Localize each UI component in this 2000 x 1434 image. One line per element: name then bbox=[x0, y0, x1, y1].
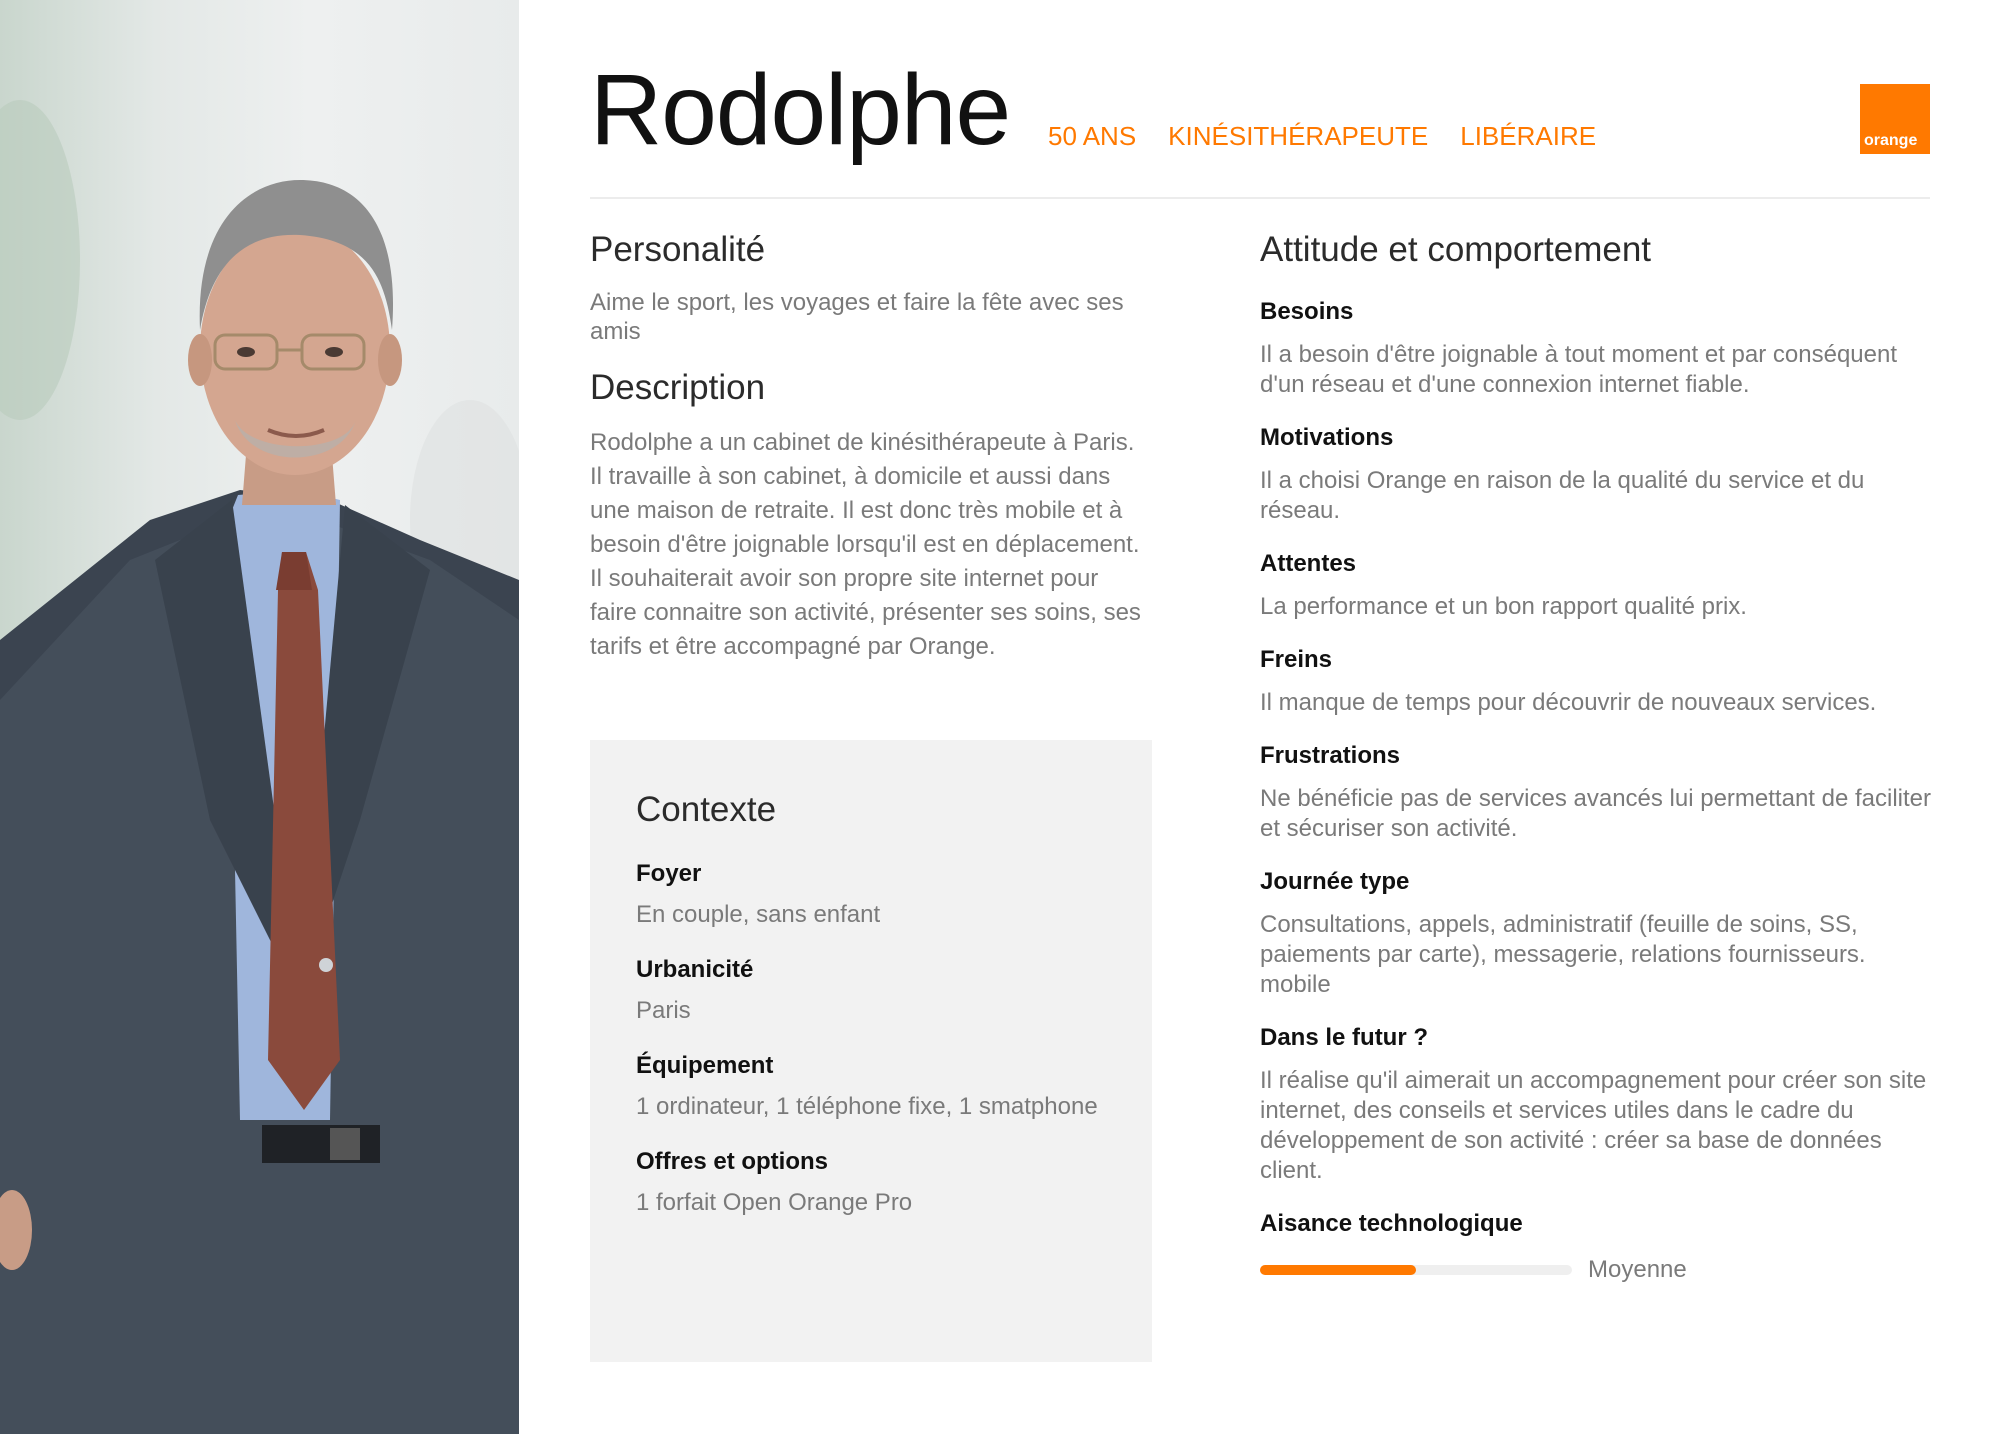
description-title: Description bbox=[590, 368, 766, 407]
context-panel bbox=[590, 740, 1152, 1362]
tag-age: 50 ANS bbox=[1048, 121, 1137, 151]
attitude-value: Il a choisi Orange en raison de la qualité du service et du réseau. bbox=[1260, 467, 1865, 524]
portrait-illustration bbox=[0, 0, 519, 1434]
context-title: Contexte bbox=[636, 790, 777, 829]
attitude-value: Il a besoin d'être joignable à tout moment et par conséquent d'un réseau et d'une connexion internet fiable. bbox=[1260, 341, 1897, 398]
attitude-item-besoins bbox=[1260, 298, 1932, 400]
personality-title: Personalité bbox=[590, 230, 766, 269]
persona-tags bbox=[1048, 121, 1596, 152]
attitude-item-motivations bbox=[1260, 424, 1932, 526]
tech-bar-fill bbox=[1260, 1265, 1416, 1275]
context-label: Foyer bbox=[636, 860, 702, 887]
tech-meter bbox=[1260, 1256, 1932, 1284]
context-item-offres bbox=[636, 1148, 1116, 1218]
persona-name: Rodolphe bbox=[590, 54, 1011, 166]
attitude-item-freins bbox=[1260, 646, 1932, 718]
attitude-label: Freins bbox=[1260, 646, 1333, 673]
context-value: En couple, sans enfant bbox=[636, 901, 881, 928]
tech-label: Aisance technologique bbox=[1260, 1210, 1523, 1237]
tag-status: LIBÉRAIRE bbox=[1460, 121, 1597, 151]
attitude-label: Attentes bbox=[1260, 550, 1357, 577]
context-item-urbanicite bbox=[636, 956, 1116, 1026]
context-label: Équipement bbox=[636, 1052, 774, 1079]
attitude-label: Motivations bbox=[1260, 424, 1394, 451]
tag-profession: KINÉSITHÉRAPEUTE bbox=[1168, 121, 1429, 151]
attitude-value: La performance et un bon rapport qualité prix. bbox=[1260, 593, 1747, 620]
attitude-item-attentes bbox=[1260, 550, 1932, 622]
attitude-label: Frustrations bbox=[1260, 742, 1401, 769]
tech-level-text: Moyenne bbox=[1588, 1256, 1687, 1283]
context-label: Offres et options bbox=[636, 1148, 829, 1175]
attitude-label: Dans le futur ? bbox=[1260, 1024, 1429, 1051]
context-value: Paris bbox=[636, 997, 691, 1024]
attitude-value: Consultations, appels, administratif (feuille de soins, SS, paiements par carte), messagerie, relations fournisseurs. mobile bbox=[1260, 911, 1866, 998]
context-value: 1 ordinateur, 1 téléphone fixe, 1 smatphone bbox=[636, 1093, 1098, 1120]
context-item-foyer bbox=[636, 860, 1116, 930]
orange-logo bbox=[1860, 84, 1930, 154]
tech-proficiency bbox=[1260, 1210, 1932, 1284]
attitude-label: Journée type bbox=[1260, 868, 1410, 895]
persona-photo bbox=[0, 0, 519, 1434]
attitude-item-journee-type bbox=[1260, 868, 1932, 1000]
tech-bar-track bbox=[1260, 1265, 1572, 1275]
left-column bbox=[590, 230, 1150, 664]
attitude-item-futur bbox=[1260, 1024, 1932, 1186]
right-column bbox=[1260, 230, 1932, 1284]
description-text: Rodolphe a un cabinet de kinésithérapeute à Paris. Il travaille à son cabinet, à domicile et aussi dans une maison de retraite. Il est donc très mobile et à besoin d'être joignable lorsqu'il est en déplacement. Il souhaiterait avoir son propre site internet pour faire connaitre son activité, présenter ses soins, ses tarifs et être accompagné par Orange. bbox=[590, 429, 1141, 660]
context-value: 1 forfait Open Orange Pro bbox=[636, 1189, 913, 1216]
attitude-value: Ne bénéficie pas de services avancés lui permettant de faciliter et sécuriser son activité. bbox=[1260, 785, 1932, 842]
logo-text: orange bbox=[1864, 132, 1918, 149]
context-item-equipement bbox=[636, 1052, 1116, 1122]
attitude-item-frustrations bbox=[1260, 742, 1932, 844]
header-divider bbox=[590, 197, 1930, 199]
attitude-value: Il manque de temps pour découvrir de nouveaux services. bbox=[1260, 689, 1877, 716]
attitude-label: Besoins bbox=[1260, 298, 1354, 325]
attitude-title: Attitude et comportement bbox=[1260, 230, 1652, 269]
attitude-value: Il réalise qu'il aimerait un accompagnement pour créer son site internet, des conseils et services utiles dans le cadre du développement de son activité : créer sa base de données client. bbox=[1260, 1067, 1927, 1184]
personality-text: Aime le sport, les voyages et faire la fête avec ses amis bbox=[590, 289, 1124, 345]
context-label: Urbanicité bbox=[636, 956, 754, 983]
